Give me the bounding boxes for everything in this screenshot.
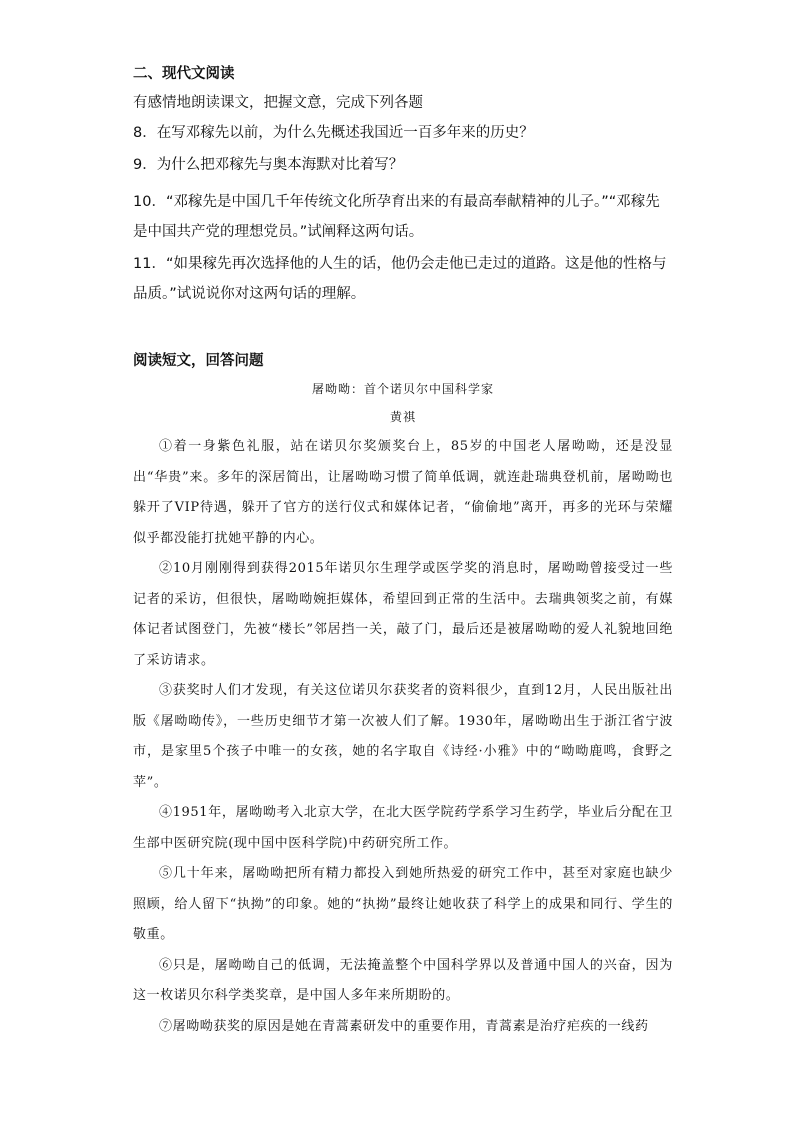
section-instruction: 有感情地朗读课文，把握文意，完成下列各题 <box>133 95 423 111</box>
article-paragraph-3: ③获奖时人们才发现，有关这位诺贝尔获奖者的资料很少，直到12月，人民出版社出版《屠呦呦传》，一些历史细节才第一次被人们了解。1930年，屠呦呦出生于浙江省宁波市，是家里5个孩子中唯一的女孩，她的名字取自《诗经·小雅》中的“呦呦鹿鸣，食野之苹”。 <box>133 683 673 790</box>
article-paragraph-2: ②10月刚刚得到获得2015年诺贝尔生理学或医学奖的消息时，屠呦呦曾接受过一些记者的采访，但很快，屠呦呦婉拒媒体，希望回到正常的生活中。去瑞典领奖之前，有媒体记者试图登门，先被“楼长”邻居挡一关，敲了门，最后还是被屠呦呦的爱人礼貌地回绝了采访请求。 <box>133 561 673 668</box>
question-10: 10．“邓稼先是中国几千年传统文化所孕育出来的有最高奉献精神的儿子。”“邓稼先是中国共产党的理想党员。”试阐释这两句话。 <box>133 194 660 240</box>
question-9: 9．为什么把邓稼先与奥本海默对比着写？ <box>133 157 404 173</box>
section-heading-modern-reading: 二、现代文阅读 <box>133 66 235 82</box>
article-author: 黄祺 <box>389 410 416 424</box>
article-paragraph-6: ⑥只是，屠呦呦自己的低调，无法掩盖整个中国科学界以及普通中国人的兴奋，因为这一枚诺贝尔科学类奖章，是中国人多年来所期盼的。 <box>133 957 673 1003</box>
section-heading-short-reading: 阅读短文，回答问题 <box>133 353 264 369</box>
question-11: 11．“如果稼先再次选择他的人生的话，他仍会走他已走过的道路。这是他的性格与品质。”试说说你对这两句话的理解。 <box>133 256 667 302</box>
document-content <box>133 58 673 1042</box>
article-paragraph-1: ①着一身紫色礼服，站在诺贝尔奖颁奖台上，85岁的中国老人屠呦呦，还是没显出“华贵”来。多年的深居简出，让屠呦呦习惯了简单低调，就连赴瑞典登机前，屠呦呦也躲开了VIP待遇，躲开了官方的送行仪式和媒体记者，“偷偷地”离开，再多的光环与荣耀似乎都没能打扰她平静的内心。 <box>133 439 673 546</box>
article-paragraph-4: ④1951年，屠呦呦考入北京大学，在北大医学院药学系学习生药学，毕业后分配在卫生部中医研究院(现中国中医科学院)中药研究所工作。 <box>133 805 673 851</box>
article-paragraph-5: ⑤几十年来，屠呦呦把所有精力都投入到她所热爱的研究工作中，甚至对家庭也缺少照顾，给人留下“执拗”的印象。她的“执拗”最终让她收获了科学上的成果和同行、学生的敬重。 <box>133 866 673 942</box>
article-title: 屠呦呦：首个诺贝尔中国科学家 <box>311 382 494 396</box>
article-paragraph-7: ⑦屠呦呦获奖的原因是她在青蒿素研发中的重要作用，青蒿素是治疗疟疾的一线药 <box>159 1018 649 1034</box>
question-8: 8．在写邓稼先以前，为什么先概述我国近一百多年来的历史？ <box>133 125 534 141</box>
